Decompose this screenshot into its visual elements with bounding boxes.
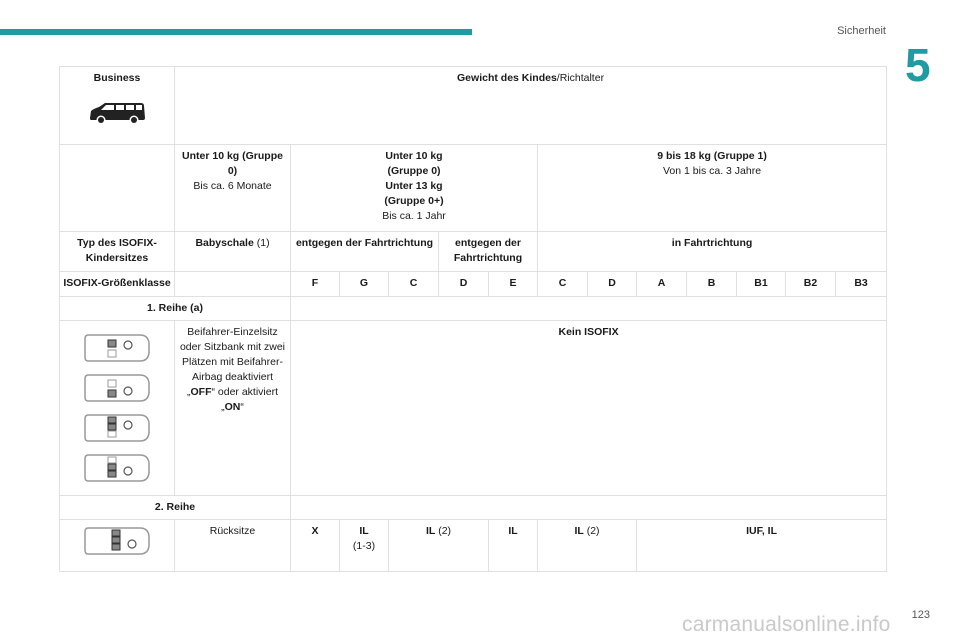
weight-subtitle: /Richtalter	[556, 72, 605, 84]
table-row	[60, 272, 887, 297]
group0plus-age: Bis ca. 1 Jahr	[382, 210, 446, 222]
empty-cell	[175, 272, 291, 297]
size-class: C	[389, 272, 439, 297]
type-label: Typ des ISOFIX-Kindersitzes	[60, 232, 175, 272]
table-row	[60, 520, 887, 572]
rear-value-il2a: IL (2)	[389, 520, 489, 572]
size-class: D	[588, 272, 637, 297]
business-label: Business	[93, 72, 141, 84]
car-topview-icon	[82, 451, 152, 485]
rear-facing-2: entgegen der Fahrtrichtung	[439, 232, 538, 272]
row2-label: 2. Reihe	[60, 496, 291, 520]
business-cell	[60, 67, 175, 145]
rear-value-x: X	[291, 520, 340, 572]
group0-cell	[175, 145, 291, 232]
table-row	[60, 496, 887, 520]
group0plus-title: Unter 13 kg (Gruppe 0+)	[384, 180, 444, 207]
row1-label: 1. Reihe (a)	[60, 297, 291, 321]
page-number: 123	[911, 609, 930, 621]
no-isofix: Kein ISOFIX	[291, 321, 887, 496]
size-class-label: ISOFIX-Größenklasse	[60, 272, 175, 297]
rear-facing-1: entgegen der Fahrtrichtung	[291, 232, 439, 272]
size-class: F	[291, 272, 340, 297]
section-title: Sicherheit	[837, 25, 886, 37]
babyschale-cell	[175, 232, 291, 272]
rear-seat-label: Rücksitze	[175, 520, 291, 572]
group0-title-2: Unter 10 kg (Gruppe 0)	[385, 150, 443, 177]
rear-value-il: IL	[489, 520, 538, 572]
table-row	[60, 145, 887, 232]
group1-cell	[538, 145, 887, 232]
car-topview-icon	[82, 411, 152, 445]
empty-cell	[291, 496, 887, 520]
empty-cell	[291, 297, 887, 321]
van-icon	[87, 100, 147, 126]
front-seat-description: Beifahrer-Einzelsitz oder Sitzbank mit zwei Plätzen mit Beifahrer-Airbag deaktiviert „OFF“ oder aktiviert „ON“	[175, 321, 291, 496]
watermark: carmanualsonline.info	[682, 613, 891, 636]
table-row	[60, 67, 887, 145]
size-class: D	[439, 272, 489, 297]
size-class: B3	[836, 272, 887, 297]
size-class: A	[637, 272, 687, 297]
table-row	[60, 321, 887, 496]
size-class: B2	[786, 272, 836, 297]
group1-age: Von 1 bis ca. 3 Jahre	[663, 165, 762, 177]
rear-value-iuf: IUF, IL	[637, 520, 887, 572]
airbag-on: ON	[224, 401, 241, 413]
babyschale-note: (1)	[253, 237, 270, 249]
size-class: C	[538, 272, 588, 297]
group1-title: 9 bis 18 kg (Gruppe 1)	[657, 150, 767, 162]
weight-header	[175, 67, 887, 145]
group0-age: Bis ca. 6 Monate	[193, 180, 272, 192]
babyschale-label: Babyschale	[195, 237, 254, 249]
size-class: B	[687, 272, 737, 297]
car-topview-icon	[82, 371, 152, 405]
empty-cell	[60, 145, 175, 232]
table-row	[60, 232, 887, 272]
car-topview-icon	[82, 524, 152, 558]
car-topview-icon	[82, 331, 152, 365]
size-class: E	[489, 272, 538, 297]
weight-title: Gewicht des Kindes	[457, 72, 557, 84]
table-row	[60, 297, 887, 321]
rear-value-il2b: IL (2)	[538, 520, 637, 572]
group0plus-cell	[291, 145, 538, 232]
rear-seat-diagram	[60, 520, 175, 572]
chapter-number: 5	[905, 39, 931, 91]
size-class: G	[340, 272, 389, 297]
size-class: B1	[737, 272, 786, 297]
front-seat-diagrams	[60, 321, 175, 496]
chapter-color-bar	[0, 29, 472, 35]
forward-facing: in Fahrtrichtung	[538, 232, 887, 272]
rear-value-il-13: IL (1-3)	[340, 520, 389, 572]
airbag-off: OFF	[190, 386, 212, 398]
group0-title: Unter 10 kg (Gruppe 0)	[182, 150, 283, 177]
isofix-table	[59, 66, 887, 572]
